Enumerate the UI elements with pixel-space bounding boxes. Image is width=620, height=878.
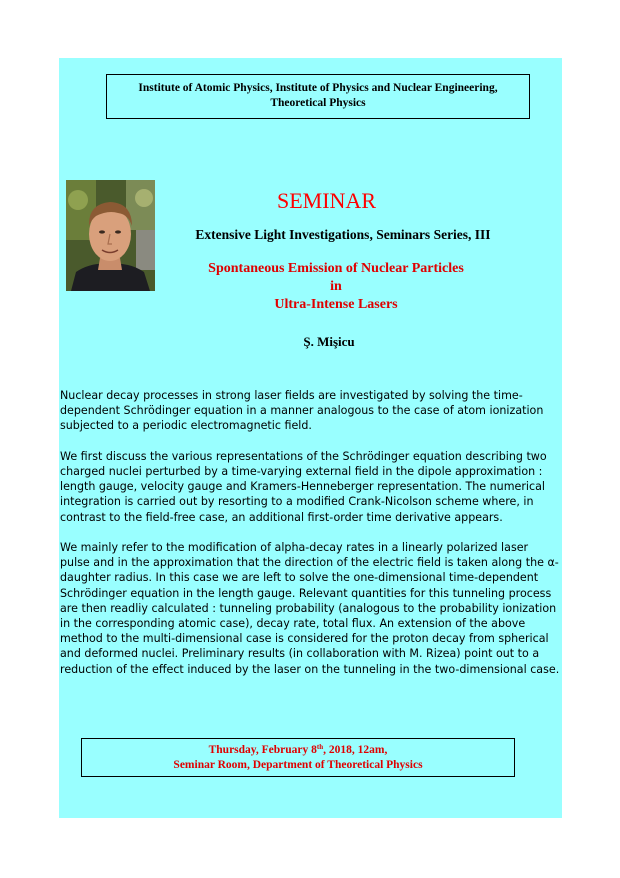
speaker-photo <box>66 180 155 291</box>
seminar-poster <box>59 58 562 818</box>
abstract <box>60 388 560 692</box>
institution-box <box>106 74 530 119</box>
talk-title <box>155 260 517 314</box>
seminar-series: Extensive Light Investigations, Seminars Series, III <box>195 227 491 242</box>
abstract-paragraph-1: Nuclear decay processes in strong laser fields are investigated by solving the time-dependent Schrödinger equation in a manner analogous to the case of atom ionization subjected to a periodic electromagnetic field. <box>60 389 544 433</box>
event-date-ordinal: th <box>316 743 324 751</box>
event-date <box>82 743 514 758</box>
talk-title-line-3: Ultra-Intense Lasers <box>274 297 398 312</box>
event-box <box>81 738 515 777</box>
talk-title-line-2: in <box>330 279 342 294</box>
seminar-heading: SEMINAR <box>276 188 376 213</box>
event-location: Seminar Room, Department of Theoretical Physics <box>173 759 423 771</box>
abstract-paragraph-2: We first discuss the various representations of the Schrödinger equation describing two charged nuclei perturbed by a time-varying external field in the dipole approximation : length gauge, velocity gauge and Kramers-Henneberger representation. The numerical integration is carried out by resorting to a modified Crank-Nicolson scheme where, in contrast to the field-free case, an additional first-order time derivative appears. <box>60 449 547 524</box>
event-date-suffix: , 2018, 12am, <box>323 744 388 756</box>
institution-line-1: Institute of Atomic Physics, Institute of Physics and Nuclear Engineering, <box>138 82 498 94</box>
event-date-prefix: Thursday, February 8 <box>208 744 317 756</box>
institution-line-2: Theoretical Physics <box>270 97 366 109</box>
abstract-paragraph-3: We mainly refer to the modification of alpha-decay rates in a linearly polarized laser pulse and in the approximation that the direction of the electric field is taken along the α-daughter radius. In this case we are left to solve the one-dimensional time-dependent Schrödinger equation in the length gauge. Relevant quantities for this tunneling process are then readliy calculated : tunneling probability (analogous to the probability ionization in the corresponding atomic case), decay rate, total flux. An extension of the above method to the multi-dimensional case is considered for the proton decay from spherical and deformed nuclei. Preliminary results (in collaboration with M. Rizea) point out to a reduction of the effect induced by the laser on the tunneling in the two-dimensional case. <box>60 541 560 676</box>
speaker-name: Ş. Mişicu <box>303 334 355 349</box>
talk-title-line-1: Spontaneous Emission of Nuclear Particles <box>208 261 464 276</box>
